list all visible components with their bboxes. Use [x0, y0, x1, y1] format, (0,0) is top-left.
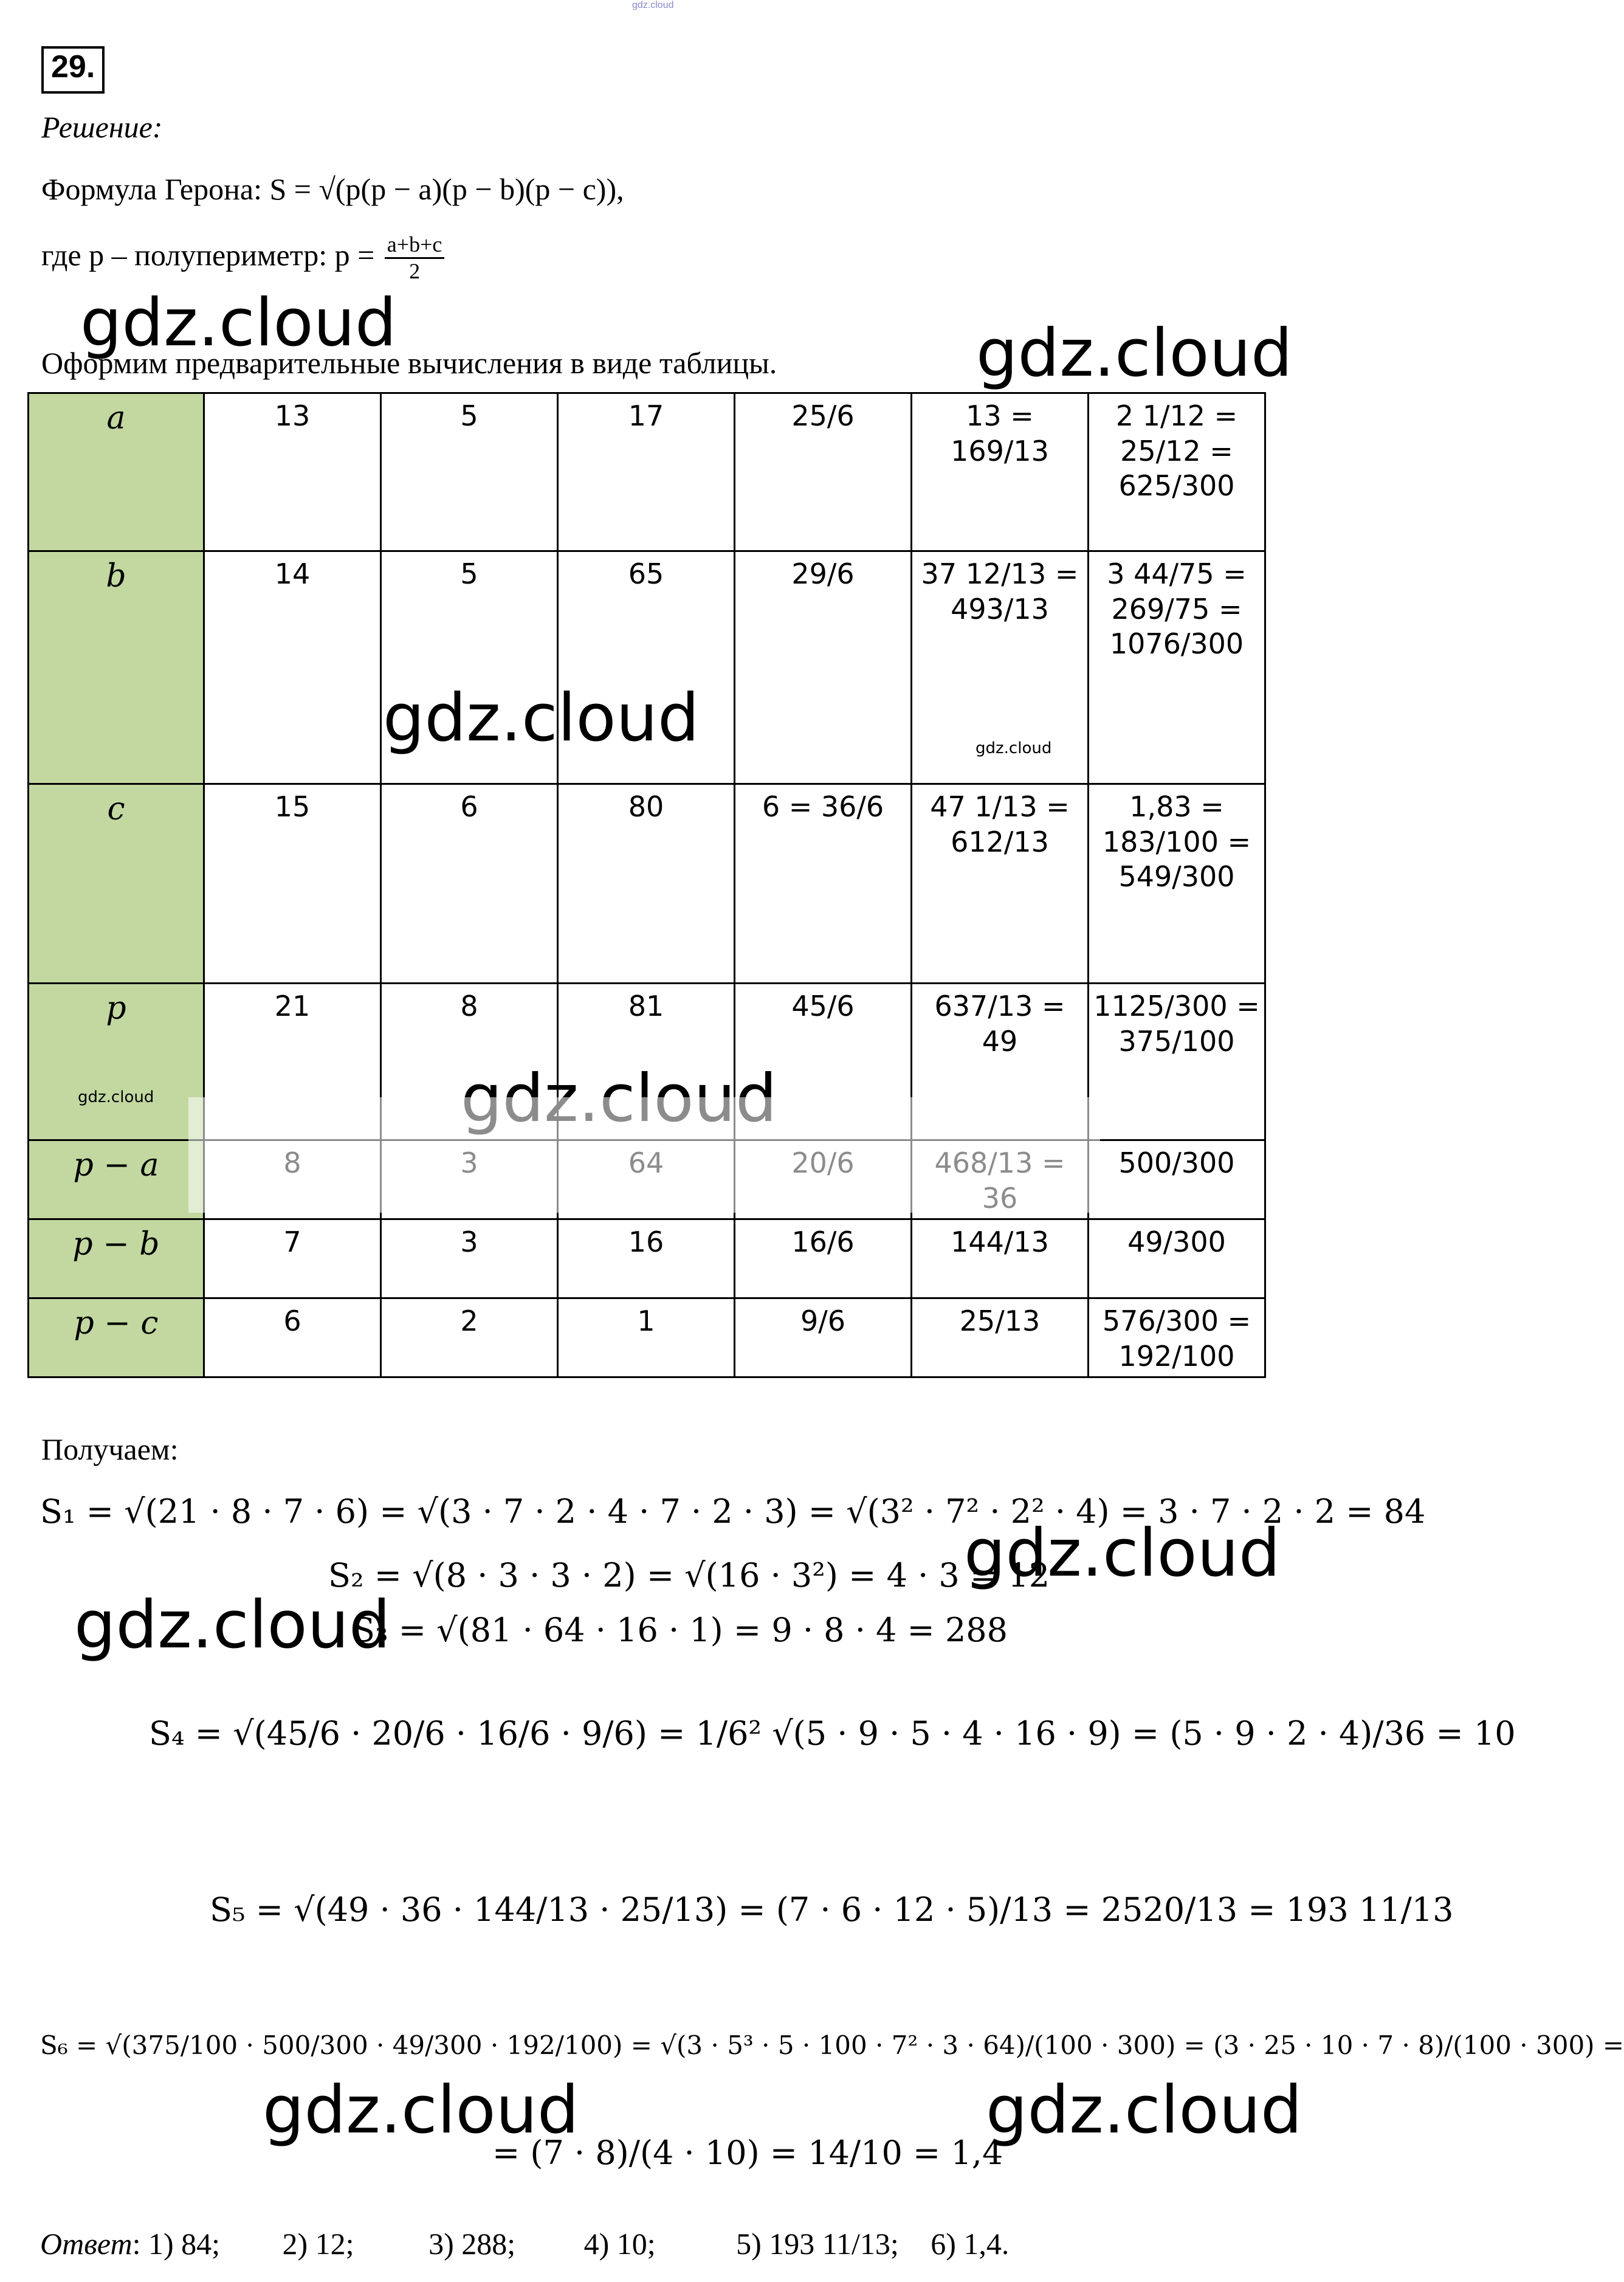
formula-s6-line2: = (7 · 8)/(4 · 10) = 14/10 = 1,4 — [492, 2134, 1003, 2172]
table-row — [29, 1298, 1265, 1377]
table-cell: 6 = 36/6 — [735, 784, 912, 984]
table-cell: 5 — [381, 393, 558, 551]
table-cell: 576/300 = 192/100 — [1089, 1298, 1265, 1377]
table-cell: 6 — [204, 1298, 381, 1377]
watermark: gdz.cloud — [80, 285, 397, 361]
formula-s1: S₁ = √(21 · 8 · 7 · 6) = √(3 · 7 · 2 · 4 · 7 · 2 · 3) = √(3² · 7² · 2² · 4) = 3 · 7 · 2 · 2 = 84 — [40, 1492, 1426, 1531]
table-cell: 1 — [558, 1298, 735, 1377]
top-watermark: gdz.cloud — [632, 0, 674, 10]
table-cell: 47 1/13 = 612/13 — [912, 784, 1089, 984]
answer-item: 1) 84; — [148, 2227, 221, 2261]
answer-label: Ответ — [40, 2227, 132, 2261]
table-cell: 21 — [204, 984, 381, 1140]
answer-item: 2) 12; — [282, 2227, 354, 2261]
small-watermark: gdz.cloud — [78, 1088, 154, 1106]
row-header: p − b — [29, 1219, 204, 1298]
table-cell: 80 — [558, 784, 735, 984]
table-cell: 15 — [204, 784, 381, 984]
row-header: b — [29, 551, 204, 784]
table-cell: 7 — [204, 1219, 381, 1298]
table-cell: 3 — [381, 1219, 558, 1298]
formula-s2: S₂ = √(8 · 3 · 3 · 2) = √(16 · 3²) = 4 · 3 = 12 — [328, 1556, 1050, 1594]
problem-number: 29. — [41, 46, 105, 94]
row-header: p − c — [29, 1298, 204, 1377]
table-intro: Оформим предварительные вычисления в виде таблицы. — [41, 346, 777, 380]
formula-s5: S₅ = √(49 · 36 · 144/13 · 25/13) = (7 · 6 · 12 · 5)/13 = 2520/13 = 193 11/13 — [210, 1891, 1454, 1929]
solution-label: Решение: — [41, 110, 163, 144]
table-cell: 13 = 169/13 — [912, 393, 1089, 551]
table-cell: 81 — [558, 984, 735, 1140]
translucent-stripe — [188, 1097, 1100, 1213]
watermark: gdz.cloud — [986, 2072, 1302, 2148]
table-cell: 2 1/12 = 25/12 = 625/300 — [1089, 393, 1265, 551]
table-cell: 8 — [381, 984, 558, 1140]
small-watermark: gdz.cloud — [975, 739, 1052, 757]
table-cell: 2 — [381, 1298, 558, 1377]
table-cell: 16/6 — [735, 1219, 912, 1298]
table-row — [29, 393, 1265, 551]
table-cell: 9/6 — [735, 1298, 912, 1377]
row-header: p — [29, 984, 204, 1140]
table-cell: 25/6 — [735, 393, 912, 551]
table-cell: 6 — [381, 784, 558, 984]
table-cell: 25/13 — [912, 1298, 1089, 1377]
watermark: gdz.cloud — [964, 1515, 1281, 1591]
row-header: a — [29, 393, 204, 551]
table-row — [29, 784, 1265, 984]
table-cell: 500/300 — [1089, 1140, 1265, 1219]
answer-item: 5) 193 11/13; — [736, 2227, 899, 2261]
watermark: gdz.cloud — [263, 2072, 579, 2148]
answer-item: 3) 288; — [428, 2227, 516, 2261]
watermark: gdz.cloud — [976, 315, 1293, 391]
table-cell: 5 — [381, 551, 558, 784]
table-cell: 65 — [558, 551, 735, 784]
formula-s4: S₄ = √(45/6 · 20/6 · 16/6 · 9/6) = 1/6² √(5 · 9 · 5 · 4 · 16 · 9) = (5 · 9 · 2 · 4)/36 = 10 — [149, 1714, 1516, 1753]
table-cell: 637/13 = 49 — [912, 984, 1089, 1140]
semiperimeter-line: где p – полупериметр: p = $\frac{a+b+c}{2}$ — [41, 232, 447, 284]
formula-s6-line1: S₆ = √(375/100 · 500/300 · 49/300 · 192/100) = √(3 · 5³ · 5 · 100 · 7² · 3 · 64)/(100 · 300) = (3 · 25 · 10 · 7 · 8)/(100 · 300) = — [40, 2030, 1624, 2060]
formula-s3: S₃ = √(81 · 64 · 16 · 1) = 9 · 8 · 4 = 288 — [353, 1611, 1008, 1649]
table-cell: 49/300 — [1089, 1219, 1265, 1298]
table-cell: 16 — [558, 1219, 735, 1298]
answer-item: 4) 10; — [583, 2227, 656, 2261]
table-cell: 3 44/75 = 269/75 = 1076/300 — [1089, 551, 1265, 784]
watermark: gdz.cloud — [74, 1587, 391, 1663]
row-header: c — [29, 784, 204, 984]
table-cell: 29/6 — [735, 551, 912, 784]
watermark: gdz.cloud — [383, 680, 700, 756]
table-cell: 45/6 — [735, 984, 912, 1140]
table-cell: 13 — [204, 393, 381, 551]
calculation-table — [27, 392, 1266, 1378]
table-cell: 144/13 — [912, 1219, 1089, 1298]
heron-formula-line: Формула Герона: S = √(p(p − a)(p − b)(p − c)), — [41, 172, 624, 206]
answer-item: 6) 1,4. — [931, 2227, 1010, 2261]
table-row — [29, 1219, 1265, 1298]
table-cell: 1,83 = 183/100 = 549/300 — [1089, 784, 1265, 984]
row-header: p − a — [29, 1140, 204, 1219]
table-cell: 37 12/13 = 493/13 — [912, 551, 1089, 784]
table-cell: 1125/300 = 375/100 — [1089, 984, 1265, 1140]
table-cell: 14 — [204, 551, 381, 784]
result-label: Получаем: — [41, 1432, 179, 1466]
table-cell: 17 — [558, 393, 735, 551]
answer-line: Ответ: 1) 84; 2) 12; 3) 288; 4) 10; 5) 193 11/13; 6) 1,4. — [40, 2227, 1010, 2261]
